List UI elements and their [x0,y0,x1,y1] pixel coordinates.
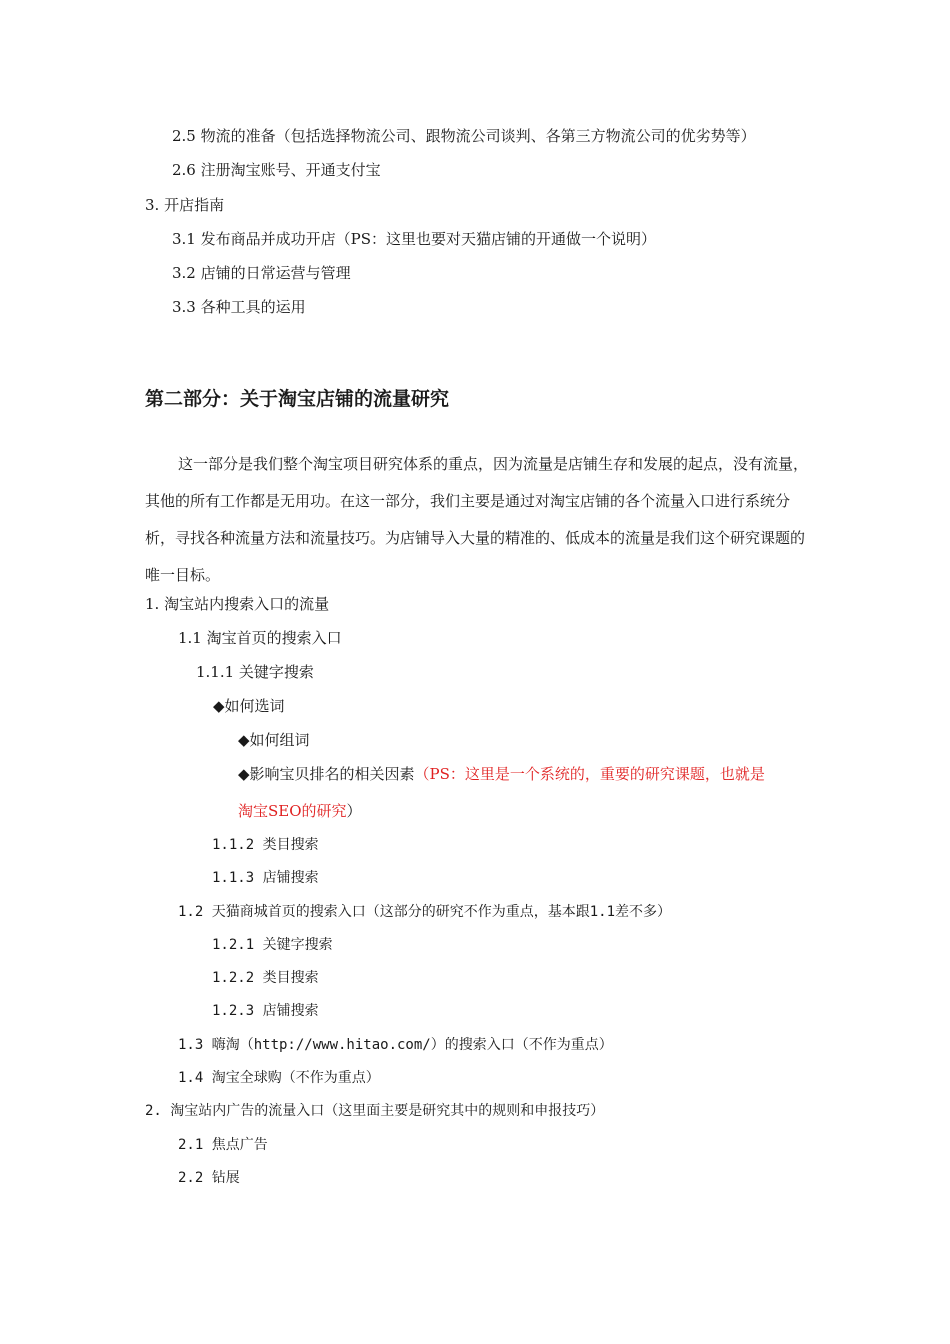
outline-item-1-4: 1.4 淘宝全球购（不作为重点） [178,1070,380,1086]
outline-item-1-1: 1.1 淘宝首页的搜索入口 [178,629,342,647]
outline-item-3: 3. 开店指南 [145,196,225,214]
outline-item-2-2: 2.2 钻展 [178,1170,240,1186]
bullet-item-select-words: ◆如何选词 [213,697,285,715]
section-heading: 第二部分：关于淘宝店铺的流量研究 [145,388,450,410]
outline-item-3-2: 3.2 店铺的日常运营与管理 [172,264,351,282]
outline-item-3-1: 3.1 发布商品并成功开店（PS：这里也要对天猫店铺的开通做一个说明） [172,230,656,248]
ps-note-red-cont: 淘宝SEO的研究 [238,802,347,820]
outline-item-1-3: 1.3 嗨淘（http://www.hitao.com/）的搜索入口（不作为重点） [178,1037,613,1053]
outline-item-2: 2. 淘宝站内广告的流量入口（这里面主要是研究其中的规则和申报技巧） [145,1103,605,1119]
outline-item-1-2-2: 1.2.2 类目搜索 [212,970,319,986]
outline-item-1-2: 1.2 天猫商城首页的搜索入口（这部分的研究不作为重点，基本跟1.1差不多） [178,904,671,920]
outline-item-1-1-1: 1.1.1 关键字搜索 [196,663,314,681]
outline-item-2-6: 2.6 注册淘宝账号、开通支付宝 [172,161,381,179]
outline-item-1-2-3: 1.2.3 店铺搜索 [212,1003,319,1019]
section-paragraph [145,446,810,594]
ps-note-red: （PS：这里是一个系统的，重要的研究课题，也就是 [414,765,765,783]
ranking-factors-label: ◆影响宝贝排名的相关因素 [238,765,415,783]
outline-item-1-2-1: 1.2.1 关键字搜索 [212,937,333,953]
outline-item-3-3: 3.3 各种工具的运用 [172,298,306,316]
outline-item-2-5: 2.5 物流的准备（包括选择物流公司、跟物流公司谈判、各第三方物流公司的优劣势等） [172,127,756,145]
outline-item-1-1-2: 1.1.2 类目搜索 [212,837,319,853]
paragraph-text: 这一部分是我们整个淘宝项目研究体系的重点，因为流量是店铺生存和发展的起点，没有流量，其他的所有工作都是无用功。在这一部分，我们主要是通过对淘宝店铺的各个流量入口进行系统分析，寻找各种流量方法和流量技巧。为店铺导入大量的精准的、低成本的流量是我们这个研究课题的唯一目标。 [145,455,809,584]
outline-item-2-1: 2.1 焦点广告 [178,1137,268,1153]
ps-note-close: ） [346,802,362,820]
bullet-item-combine-words: ◆如何组词 [238,731,310,749]
outline-item-1: 1. 淘宝站内搜索入口的流量 [145,595,330,613]
bullet-item-ranking-factors-cont [238,801,362,821]
outline-item-1-1-3: 1.1.3 店铺搜索 [212,870,319,886]
bullet-item-ranking-factors [238,764,765,784]
